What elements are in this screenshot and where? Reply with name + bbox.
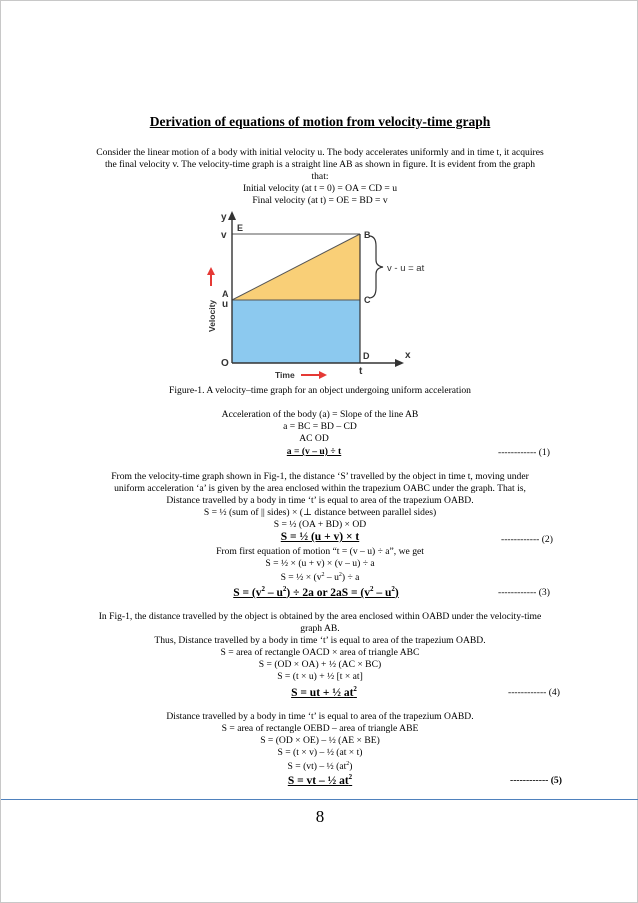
point-a-label: A [222,289,229,299]
point-c-label: C [364,295,371,305]
formula-part: ) [349,761,353,773]
t-label: t [359,366,363,377]
paragraph-line: uniform acceleration ‘a’ is given by the area enclosed within the trapezium OABC under the graph. That is, [114,483,526,494]
formula-part: S = (vt) – ½ (at [287,761,347,773]
accel-fraction-top: a = BC = BD – CD [283,421,357,432]
initial-velocity-line: Initial velocity (at t = 0) = OA = CD = u [242,183,398,194]
equation-2-number: ------------ (2) [501,534,553,545]
time-axis-title: Time [275,370,295,380]
paragraph-line: Thus, Distance travelled by a body in time ‘t’ is equal to area of the trapezium OABD. [154,635,486,646]
origin-label: O [221,358,229,369]
formula-line: From first equation of motion “t = (v – u) ÷ a”, we get [216,546,424,557]
lower-rectangle [232,300,360,363]
formula-line: S = area of rectangle OEBD – area of triangle ABE [221,723,419,734]
formula-line [1,570,638,583]
formula-part: S = vt – ½ at [287,774,349,787]
superscript: 2 [348,773,353,781]
superscript: 2 [346,761,350,767]
y-axis-label: y [221,212,227,223]
point-e-label: E [237,223,244,233]
superscript: 2 [370,585,374,593]
figure-caption: Figure-1. A velocity–time graph for an object undergoing uniform acceleration [169,385,471,396]
formula-part: ) ÷ a [341,572,360,584]
footer-divider [1,799,638,800]
formula-part: – u [324,572,339,584]
formula-line [1,759,638,772]
formula-line: S = ½ (sum of || sides) × (⊥ distance between parallel sides) [203,507,437,518]
formula-part: S = ut + ½ at [291,686,354,699]
time-arrow-icon [319,371,327,379]
superscript: 2 [321,572,325,578]
equation-2: S = ½ (u + v) × t [280,531,360,543]
paragraph-line: In Fig-1, the distance travelled by the object is obtained by the area enclosed within OABD under the velocity-time [98,611,542,622]
intro-line: Consider the linear motion of a body with initial velocity u. The body accelerates uniformly and in time t, it acquires [96,147,544,158]
superscript: 2 [282,585,287,593]
accel-line: Acceleration of the body (a) = Slope of the line AB [221,409,419,420]
x-axis-label: x [405,350,411,361]
u-label: u [222,299,229,310]
formula-part: S = ½ × (v [280,572,322,584]
superscript: 2 [353,685,357,693]
formula-line: S = (OD × OA) + ½ (AC × BC) [258,659,382,670]
accel-fraction-bottom: AC OD [299,433,329,444]
page-number: 8 [315,807,325,826]
formula-part: S = (v [233,586,262,599]
superscript: 2 [338,572,342,578]
intro-line: the final velocity v. The velocity-time graph is a straight line AB as shown in figure. It is evident from the graph [104,159,536,170]
equation-1-number: ------------ (1) [498,447,550,458]
equation-3-number: ------------ (3) [498,587,550,598]
final-velocity-line: Final velocity (at t) = OE = BD = v [252,195,388,206]
intro-line: that: [311,171,329,182]
formula-part: – u [265,586,283,599]
formula-line: S = (OD × OE) – ½ (AE × BE) [260,735,380,746]
velocity-axis-title: Velocity [207,299,217,332]
formula-part: ) [394,586,399,599]
formula-line: S = ½ × (u + v) × (v – u) ÷ a [265,558,375,569]
velocity-time-graph [199,208,444,380]
formula-part: ) ÷ 2a or 2aS = (v [286,586,370,599]
paragraph-line: From the velocity-time graph shown in Fig-1, the distance ‘S’ travelled by the object in time t, moving under [111,471,529,482]
v-label: v [221,230,227,241]
formula-line: S = (t × v) – ½ (at × t) [277,747,363,758]
paragraph-line: Distance travelled by a body in time ‘t’ is equal to area of the trapezium OABD. [166,711,474,722]
formula-line: S = area of rectangle OACD × area of triangle ABC [220,647,420,658]
point-b-label: B [364,230,371,240]
point-d-label: D [363,351,370,361]
equation-4-number: ------------ (4) [508,687,560,698]
velocity-arrow-icon [207,267,215,275]
equation-1: a = (v – u) ÷ t [286,446,342,457]
equation-5-number: ------------ (5) [510,775,562,786]
page-title: Derivation of equations of motion from velocity-time graph [149,114,491,129]
superscript: 2 [261,585,266,593]
paragraph-line: graph AB. [300,623,340,634]
brace-label: v - u = at [387,263,425,274]
superscript: 2 [391,585,395,593]
formula-line: S = ½ (OA + BD) × OD [273,519,367,530]
paragraph-line: Distance travelled by a body in time ‘t’ is equal to area of the trapezium OABD. [166,495,474,506]
formula-part: – u [373,586,392,599]
brace [369,236,383,298]
formula-line: S = (t × u) + ½ [t × at] [277,671,363,682]
